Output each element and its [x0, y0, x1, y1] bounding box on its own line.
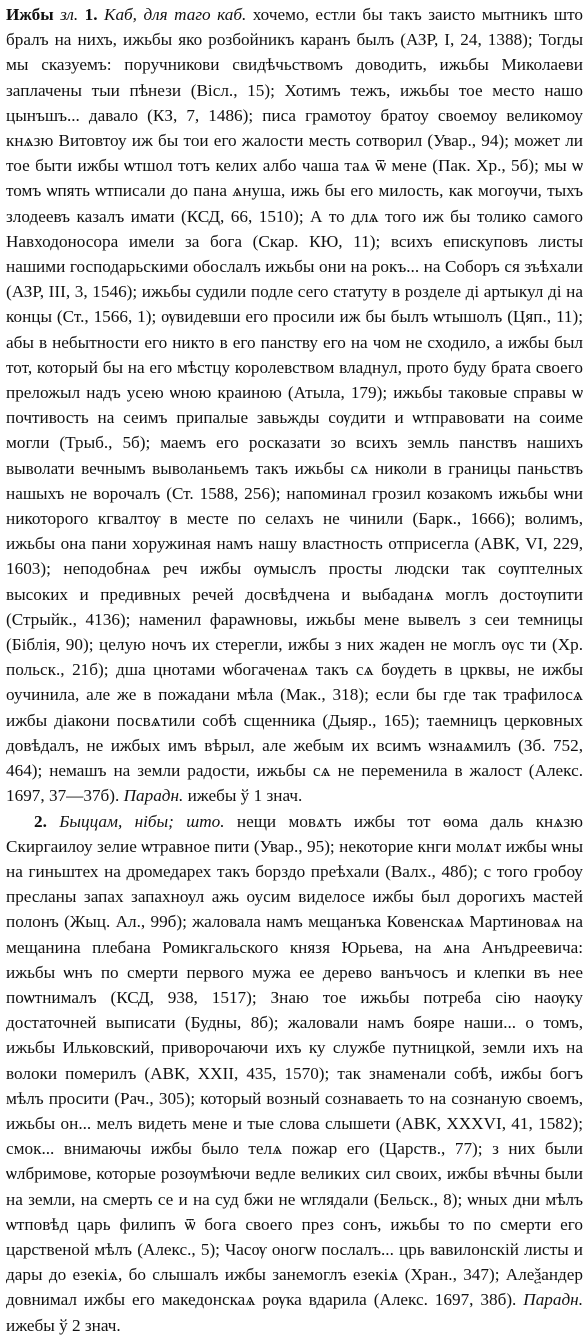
headword: Ижбы — [6, 5, 54, 24]
sense-number-1: 1. — [84, 5, 98, 24]
parallel-label-2: Парадн. — [516, 1290, 583, 1310]
parallel-label-1: Парадн. — [119, 786, 184, 806]
parallel-ref-2: ижебы ў 2 знач. — [6, 1315, 121, 1335]
sense-gloss-2: Быццам, нібы; што. — [46, 811, 225, 831]
grammar-label: зл. — [53, 5, 85, 24]
citations-sense-2: нещи мовѧть ижбы тот ѳома даль кнѧзю Скиргаилоу зелие ѡтравное пити (Увар., 95); некоторие кнги молѧт ижбы ѡны на гиньштех на дромедарех такъ борздо преѣхали (Валх., 48б); с того гробоу пресланы запах запахноул ажь оусим виделосе ижбы был дорогихъ мастей полонъ (Жыц. Ал., 99б); жаловала намъ мещанъка Ковенскаѧ Мартиноваѧ на мещанина плебана Ромикгальского князя Юрьева, на ѧна Анъдреевича: ижьбы ѡнъ по смерти первого мужа ее дерево ванъчосъ и клепки въ нее поѡтнималъ (КСД, 938, 1517); Знаю тое ижьбы потреба сію наѹку достаточней выписати (Будны, 8б); жаловали намъ бояре наши... о томъ, ижьбы Ильковский, приворочаючи ихъ ку службе путницкой, земли ихъ на волоки померилъ (АВК, XXII, 435, 1570); так знаменали собѣ, ижбы богъ мѣлъ просити (Рач., 305); который возный сознаваеть то на сознаную своемъ, ижьбы он... мелъ видеть мене и тые слова слышети (АВК, XXXVI, 41, 1582); смок... внимаючы ижбы было телѧ пожар его (Царств., 77); з них были ѡлбримове, которые розѹмѣючи ведле великих сил своих, ижбы вѣчны были на земли, на смерть се и на суд бжи не ѡглядали (Бельск., 8); ѡных дни мѣлъ ѡтповѣд царь филипъ ѿ бога своего през сонъ, ижьбы то по смерти его царственой мѣлъ (Алекс., 5); Часѹ оногѡ послалъ... црь вавилонскій листы и дары до езекіѧ, бо слышалъ ижбы занемоглъ езекіѧ (Хран., 347); Алеѯандер довнимал ижбы его македонскаѧ рѹка вдарила (Алекс. 1697, 38б). — [6, 811, 584, 1310]
parallel-ref-1: ижебы ў 1 знач. — [183, 786, 303, 806]
entry-sense-1 — [6, 2, 583, 809]
sense-number-2: 2. — [34, 811, 47, 831]
entry-sense-2 — [6, 809, 583, 1338]
citations-sense-1: хочемо, естли бы такъ заисто мытникъ што бралъ на нихъ, ижьбы яко розбойникъ каранъ былъ (АЗР, I, 24, 1388); Тогды мы сказуемъ: поручникови свидѣчьствомъ доводить, ижьбы Миколаеви заплачены тыи пѣнези (Вісл., 15); Хотимъ тежъ, ижьбы тое место нашо цынъшъ... давало (КЗ, 7, 1486); писа грамотоу братоу своемоу великомоу кнѧзю Витовтоу иж бы тои его жалости месть сотворил (Увар., 94); может ли тое быти ижбы ѡтшол тотъ келих албо чаша таѧ ѿ мене (Пак. Хр., 5б); мы ѡ томъ ѡпять ѡтписали до пана ѧнуша, ижь бы его милость, как могѹчи, тыхъ злодеевъ казалъ имати (КСД, 66, 1510); А то длѧ того иж бы толико самого Навходоносора имели за бога (Скар. КЮ, 11); всихъ епискуповъ листы нашими господарьскими обослалъ ижьбы они на рокъ... на Соборъ ся зъѣхали (АЗР, III, 3, 1546); ижьбы судили подле сего статуту в розделе ді артыкул ді на концы (Ст., 1566, 1); ѹвидевши его просили иж бы былъ ѡтышолъ (Цяп., 11); абы в небытности его никто в его панству его на чом не сходило, а ижбы был тот, который бы на его мѣстцу королевством владнул, прото буду брата своего преложыл надъ усею ѡною краиною (Атыла, 179); ижьбы таковые справы ѡ почтивость на сеимъ припалые завьжды сѹдити и ѡтправовати на соиме могли (Трыб., 5б); маемъ его росказати зо всихъ земль панствъ нашихъ выволати вечнымъ выволаньемъ такъ ижьбы сѧ николи в границы паньствъ нашыхъ не ворочалъ (Ст. 1588, 256); напоминал грозил козакомъ ижьбы ѡни никоторого кгвалтѹ в месте по селахъ не чинили (Барк., 1666); волимъ, ижьбы она пани хоружиная намъ нашу властность отприсегла (АВК, VI, 229, 1603); неподобнаѧ реч ижбы ѹмыслъ просты людски так сѹптелных высоких и предивных речей досвѣдчена и выбаданѧ моглъ достѹпити (Стрыйк., 4136); наменил фараѡновы, ижьбы мене вывелъ з сеи темницы (Біблія, 90); целую ночъ их стерегли, ижбы з них жаден не моглъ ѹс ти (Хр. польск., 21б); дша цнотами ѡбогаченаѧ такъ сѧ бѹдеть в црквы, не ижбы оучинила, але же в пожадани мѣла (Мак., 318); если бы где так трафилосѧ ижбы діакони посвѧтили собѣ сщенника (Дыяр., 165); таемницъ церковных довѣдалъ, не ижбых имъ вѣрыл, але жебым их всимъ ѡзнаѧмилъ (Зб. 752, 464); немашъ на земли радости, ижьбы сѧ не переменила в жалост (Алекс. 1697, 37—37б). — [6, 5, 583, 806]
sense-gloss-1: Каб, для таго каб. — [97, 5, 247, 24]
